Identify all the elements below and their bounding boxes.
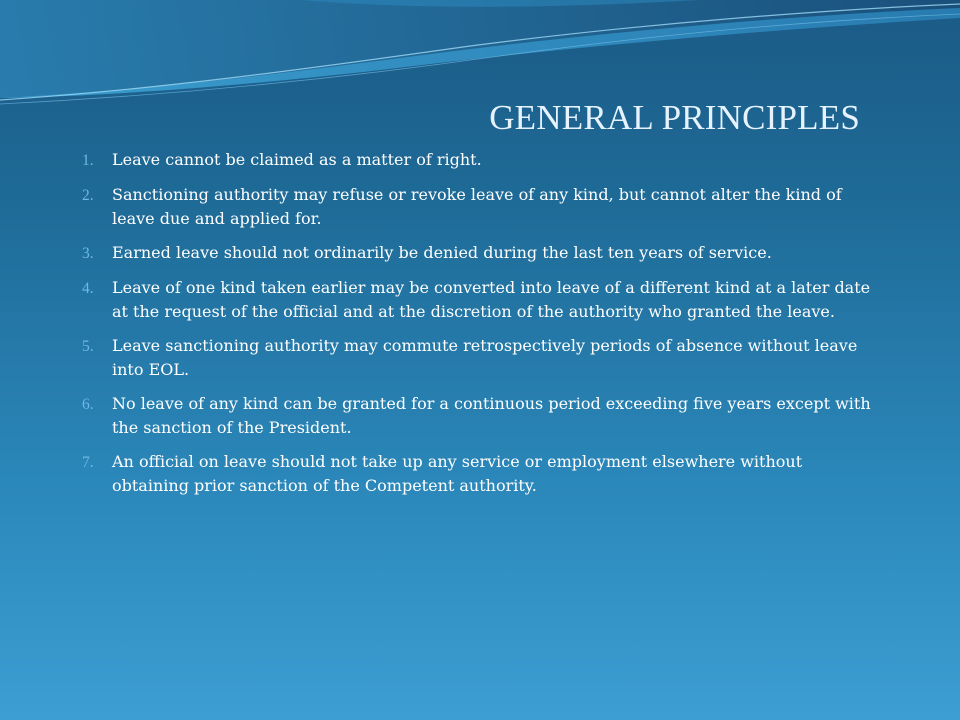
list-item — [82, 450, 872, 498]
item-text: An official on leave should not take up any service or employment elsewhere without obtaining prior sanction of the Competent authority. — [112, 452, 803, 495]
item-text: Sanctioning authority may refuse or revoke leave of any kind, but cannot alter the kind of leave due and applied for. — [112, 185, 842, 228]
list-item — [82, 334, 872, 382]
item-number: 5. — [82, 338, 94, 355]
item-number: 6. — [82, 396, 94, 413]
item-number: 2. — [82, 187, 94, 204]
list-item — [82, 241, 872, 266]
list-item — [82, 183, 872, 231]
slide-title: GENERAL PRINCIPLES — [489, 98, 860, 137]
item-number: 4. — [82, 280, 94, 297]
list-item — [82, 276, 872, 324]
item-text: Leave sanctioning authority may commute retrospectively periods of absence without leave into EOL. — [112, 336, 858, 379]
principles-list — [82, 148, 872, 508]
item-text: Earned leave should not ordinarily be denied during the last ten years of service. — [112, 243, 772, 262]
item-text: No leave of any kind can be granted for a continuous period exceeding five years except with the sanction of the President. — [112, 394, 871, 437]
item-text: Leave cannot be claimed as a matter of right. — [112, 150, 482, 169]
item-text: Leave of one kind taken earlier may be converted into leave of a different kind at a later date at the request of the official and at the discretion of the authority who granted the leave. — [112, 278, 871, 321]
item-number: 7. — [82, 454, 94, 471]
item-number: 3. — [82, 245, 94, 262]
list-item — [82, 392, 872, 440]
item-number: 1. — [82, 152, 94, 169]
list-item — [82, 148, 872, 173]
